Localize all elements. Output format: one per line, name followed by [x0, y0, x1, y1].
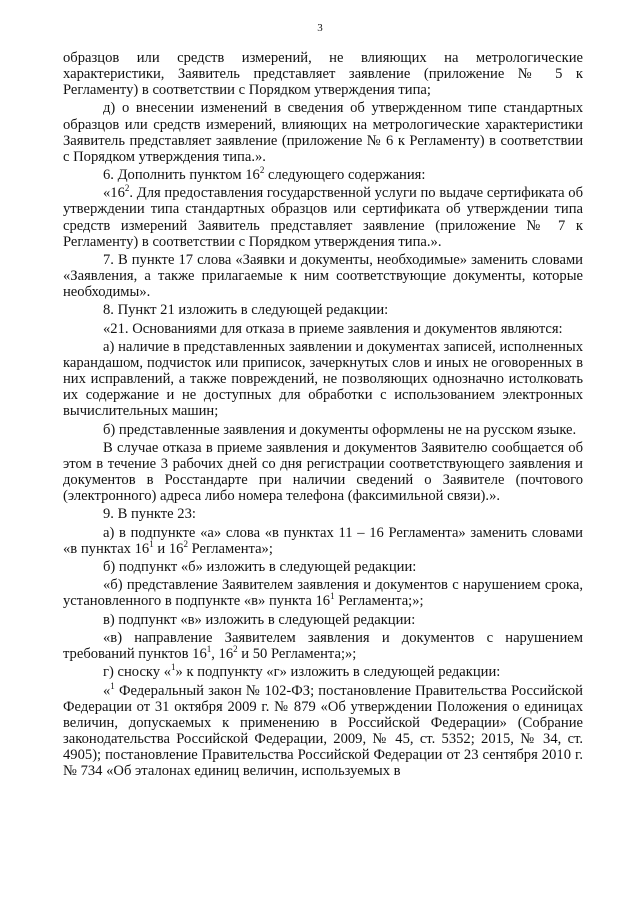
paragraph: в) подпункт «в» изложить в следующей редакции:: [103, 611, 416, 628]
document-body: [63, 50, 583, 781]
paragraph: 8. Пункт 21 изложить в следующей редакции:: [103, 302, 389, 319]
paragraph: «б) представление Заявителем заявления и документов с нарушением срока, установленного в подпункте «в» пункта $16^1$ Регламента;»;: [63, 577, 583, 610]
page-number: 3: [317, 22, 323, 34]
paragraph: г) сноску «$^1$» к подпункту «г» изложить в следующей редакции:: [103, 662, 501, 681]
paragraph: а) наличие в представленных заявлении и документах записей, исполненных карандашом, подчисток или приписок, зачеркнутых слов и иных не оговоренных в них исправлений, а также повреждений, не позволяющих однозначно истолковать их содержание и не доступных для обработки с использованием электронных вычислительных машин;: [63, 338, 583, 420]
paragraph: 9. В пункте 23:: [103, 506, 196, 523]
paragraph: б) подпункт «б» изложить в следующей редакции:: [103, 559, 417, 576]
paragraph: «21. Основаниями для отказа в приеме заявления и документов являются:: [103, 320, 563, 337]
paragraph: образцов или средств измерений, не влияющих на метрологические характеристики, Заявитель представляет заявление (приложение № 5 к Регламенту) в соответствии с Порядком утверждения типа;: [63, 50, 583, 99]
paragraph: «$^1$ Федеральный закон № 102-ФЗ; постановление Правительства Российской Федерации от 31 октября 2009 г. № 879 «Об утверждении Положения о единицах величин, допускаемых к применению в Российской Федерации» (Собрание законодательства Российской Федерации, 2009, № 45, ст. 5352; 2015, № 34, ст. 4905); постановление Правительства Российской Федерации от 23 сентября 2010 г. № 734 «Об эталонах единиц величин, используемых в: [63, 680, 583, 780]
paragraph: а) в подпункте «а» слова «в пунктах 11 – 16 Регламента» заменить словами «в пунктах $16^1$ и $16^2$ Регламента»;: [63, 524, 583, 557]
paragraph: В случае отказа в приеме заявления и документов Заявителю сообщается об этом в течение 3 рабочих дней со дня регистрации соответствующего заявления и документов в Росстандарте при наличии сведений о Заявителе (почтового (электронного) адреса либо номера телефона (факсимильной связи).».: [63, 439, 583, 505]
paragraph: 6. Дополнить пунктом $16^2$ следующего содержания:: [103, 165, 426, 184]
paragraph: «$16^2$. Для предоставления государственной услуги по выдаче сертификата об утверждении типа стандартных образцов или сертификата об утверждении типа средств измерений Заявитель представляет заявление (приложение № 7 к Регламенту) в соответствии с Порядком утверждения типа.».: [63, 183, 583, 250]
paragraph: д) о внесении изменений в сведения об утвержденном типе стандартных образцов или средств измерений, влияющих на метрологические характеристики Заявитель представляет заявление (приложение № 6 к Регламенту) в соответствии с Порядком утверждения типа.».: [63, 100, 583, 165]
paragraph: б) представленные заявления и документы оформлены не на русском языке.: [103, 421, 577, 438]
paragraph: 7. В пункте 17 слова «Заявки и документы, необходимые» заменить словами «Заявления, а также прилагаемые к ним соответствующие документы, которые необходимы».: [63, 251, 583, 301]
paragraph: «в) направление Заявителем заявления и документов с нарушением требований пунктов $16^1$, $16^2$ и 50 Регламента;»;: [63, 630, 583, 663]
